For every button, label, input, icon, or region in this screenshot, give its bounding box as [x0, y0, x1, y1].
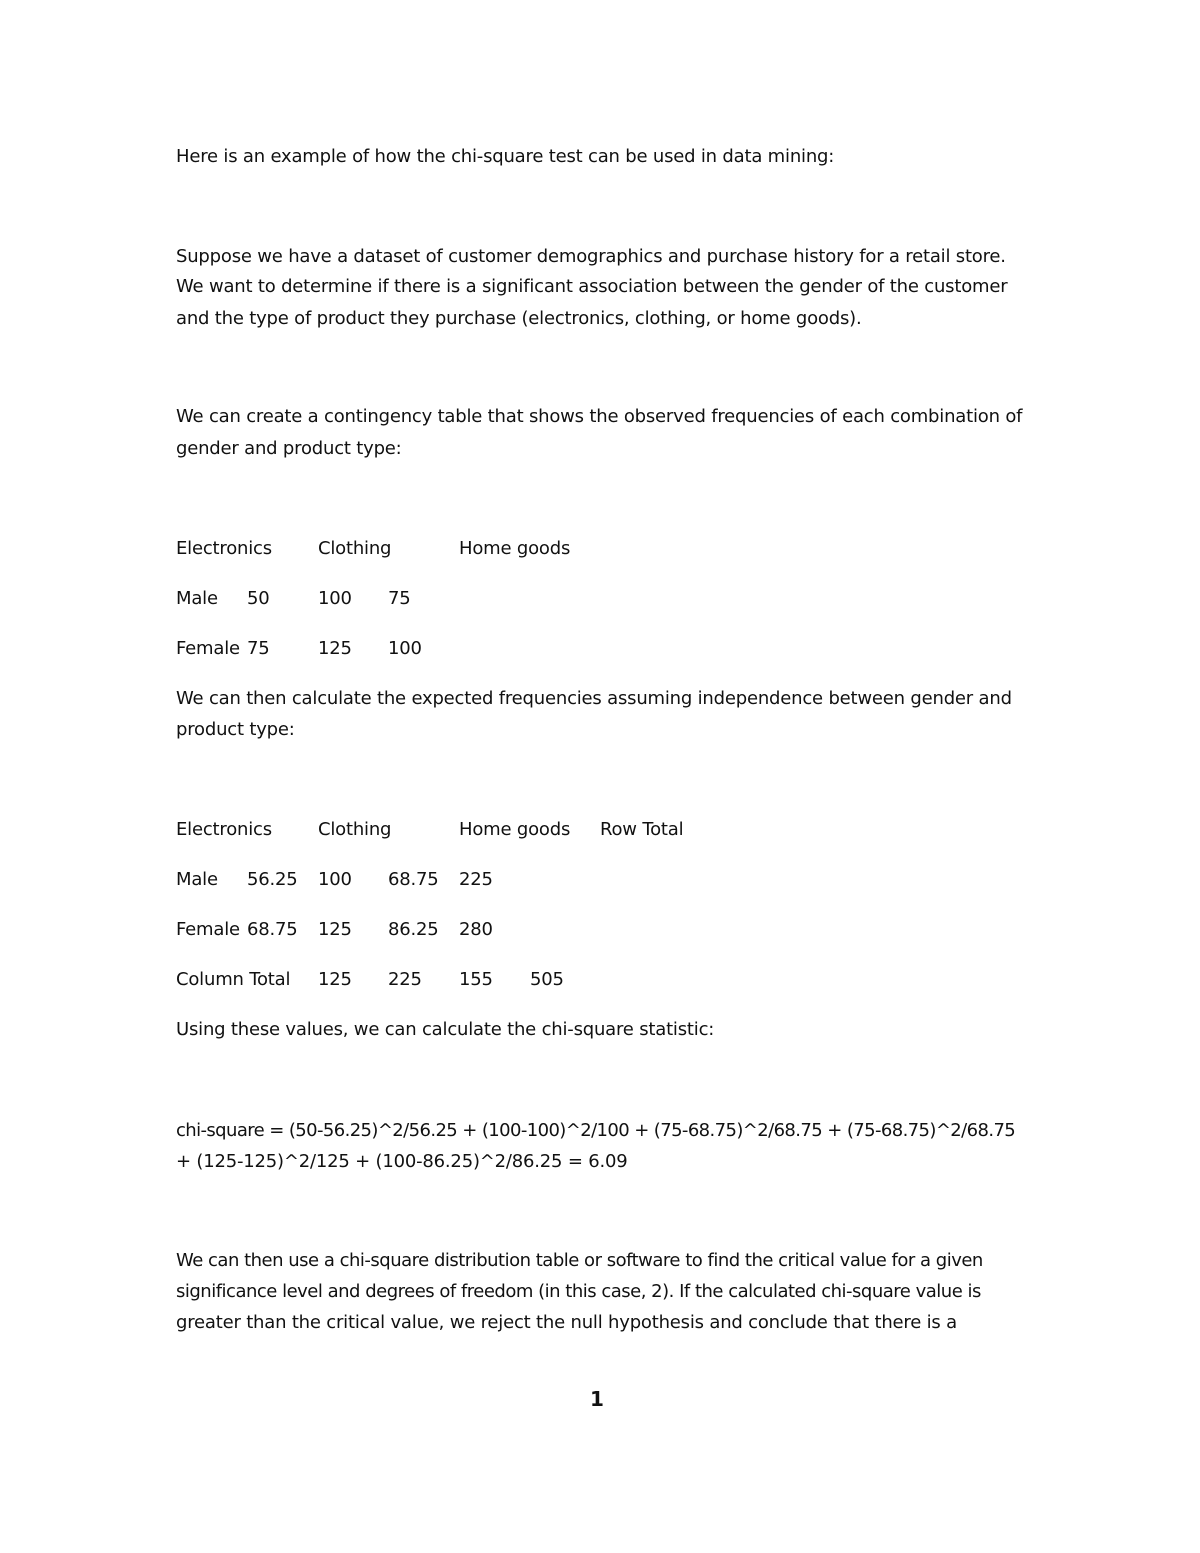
expected-table-row-female	[176, 919, 976, 941]
expected-female-home-goods: 86.25	[388, 919, 439, 940]
column-total-clothing: 225	[388, 969, 422, 990]
observed-female-home-goods: 100	[388, 638, 422, 659]
paragraph-3-line-1: We can then calculate the expected frequencies assuming independence between gender and	[176, 688, 1012, 709]
paragraph-5-line-3: greater than the critical value, we reject the null hypothesis and conclude that there is a	[176, 1312, 957, 1333]
expected-header-row-total: Row Total	[600, 819, 684, 840]
observed-female-label: Female	[176, 638, 240, 659]
observed-header-electronics: Electronics	[176, 538, 272, 559]
expected-female-label: Female	[176, 919, 240, 940]
observed-female-electronics: 75	[247, 638, 270, 659]
column-total-electronics: 125	[318, 969, 352, 990]
expected-table-row-male	[176, 869, 976, 891]
paragraph-2-line-2: gender and product type:	[176, 438, 402, 459]
observed-male-clothing: 100	[318, 588, 352, 609]
expected-male-row-total: 225	[459, 869, 493, 890]
observed-header-clothing: Clothing	[318, 538, 392, 559]
observed-header-home-goods: Home goods	[459, 538, 571, 559]
grand-total: 505	[530, 969, 564, 990]
expected-table-column-total-row	[176, 969, 976, 991]
observed-male-electronics: 50	[247, 588, 270, 609]
paragraph-2-line-1: We can create a contingency table that shows the observed frequencies of each combination of	[176, 406, 1023, 427]
paragraph-5-line-1: We can then use a chi-square distribution table or software to find the critical value for a given	[176, 1250, 983, 1271]
expected-male-label: Male	[176, 869, 218, 890]
intro-text: Here is an example of how the chi-square test can be used in data mining:	[176, 146, 835, 167]
column-total-home-goods: 155	[459, 969, 493, 990]
formula-line-1: chi-square = (50-56.25)^2/56.25 + (100-100)^2/100 + (75-68.75)^2/68.75 + (75-68.75)^2/68.75	[176, 1120, 1016, 1141]
observed-male-home-goods: 75	[388, 588, 411, 609]
paragraph-1-line-2: We want to determine if there is a significant association between the gender of the customer	[176, 276, 1008, 297]
observed-female-clothing: 125	[318, 638, 352, 659]
observed-table-row-male	[176, 588, 976, 610]
expected-header-clothing: Clothing	[318, 819, 392, 840]
expected-male-electronics: 56.25	[247, 869, 298, 890]
expected-female-clothing: 125	[318, 919, 352, 940]
column-total-label: Column Total	[176, 969, 291, 990]
expected-female-row-total: 280	[459, 919, 493, 940]
observed-table-row-female	[176, 638, 976, 660]
page-number: 1	[590, 1387, 604, 1411]
expected-female-electronics: 68.75	[247, 919, 298, 940]
paragraph-3-line-2: product type:	[176, 719, 295, 740]
expected-table-header	[176, 819, 976, 841]
expected-male-clothing: 100	[318, 869, 352, 890]
paragraph-1-line-1: Suppose we have a dataset of customer demographics and purchase history for a retail store.	[176, 246, 1006, 267]
observed-table-header	[176, 538, 976, 560]
paragraph-1-line-3: and the type of product they purchase (electronics, clothing, or home goods).	[176, 308, 862, 329]
expected-header-electronics: Electronics	[176, 819, 272, 840]
formula-line-2: + (125-125)^2/125 + (100-86.25)^2/86.25 = 6.09	[176, 1151, 628, 1172]
paragraph-4: Using these values, we can calculate the chi-square statistic:	[176, 1019, 715, 1040]
observed-male-label: Male	[176, 588, 218, 609]
paragraph-5-line-2: significance level and degrees of freedom (in this case, 2). If the calculated chi-square value is	[176, 1281, 981, 1302]
expected-header-home-goods: Home goods	[459, 819, 571, 840]
expected-male-home-goods: 68.75	[388, 869, 439, 890]
